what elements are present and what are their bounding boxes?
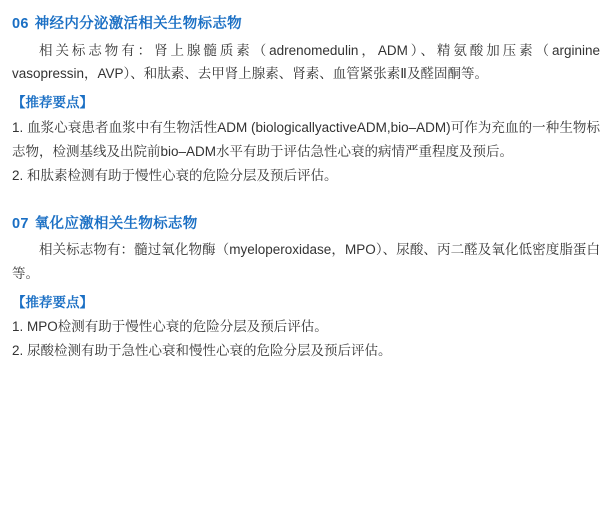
section-07-heading [12, 214, 600, 236]
section-07-point-2: 2. 尿酸检测有助于急性心衰和慢性心衰的危险分层及预后评估。 [12, 343, 392, 359]
section-06-points-label: 【推荐要点】 [12, 95, 93, 110]
section-06 [12, 14, 600, 188]
section-07-paragraph: 相关标志物有：髓过氧化物酶（myeloperoxidase，MPO）、尿酸、丙二醛及氧化低密度脂蛋白等。 [12, 242, 600, 282]
section-06-title: 神经内分泌激活相关生物标志物 [34, 16, 242, 32]
section-07-point-1: 1. MPO检测有助于慢性心衰的危险分层及预后评估。 [12, 319, 328, 335]
section-06-point-1: 1. 血浆心衰患者血浆中有生物活性ADM (biologicallyactiveADM,bio–ADM)可作为充血的一种生物标志物，检测基线及出院前bio–ADM水平有助于评估急性心衰的病情严重程度及预后。 [12, 119, 600, 159]
section-07-points-label: 【推荐要点】 [12, 294, 93, 310]
section-06-number: 06 [12, 16, 29, 32]
section-07-number: 07 [12, 215, 29, 232]
section-06-paragraph: 相关标志物有：肾上腺髓质素（adrenomedulin，ADM）、精氨酸加压素（arginine vasopressin，AVP）、和肽素、去甲肾上腺素、肾素、血管紧张素Ⅱ及醛固酮等。 [12, 42, 600, 82]
section-divider-space [12, 188, 600, 214]
section-07 [12, 214, 600, 364]
section-06-point-2: 2. 和肽素检测有助于慢性心衰的危险分层及预后评估。 [12, 167, 338, 183]
section-06-heading [12, 14, 600, 36]
section-07-title: 氧化应激相关生物标志物 [34, 215, 198, 232]
